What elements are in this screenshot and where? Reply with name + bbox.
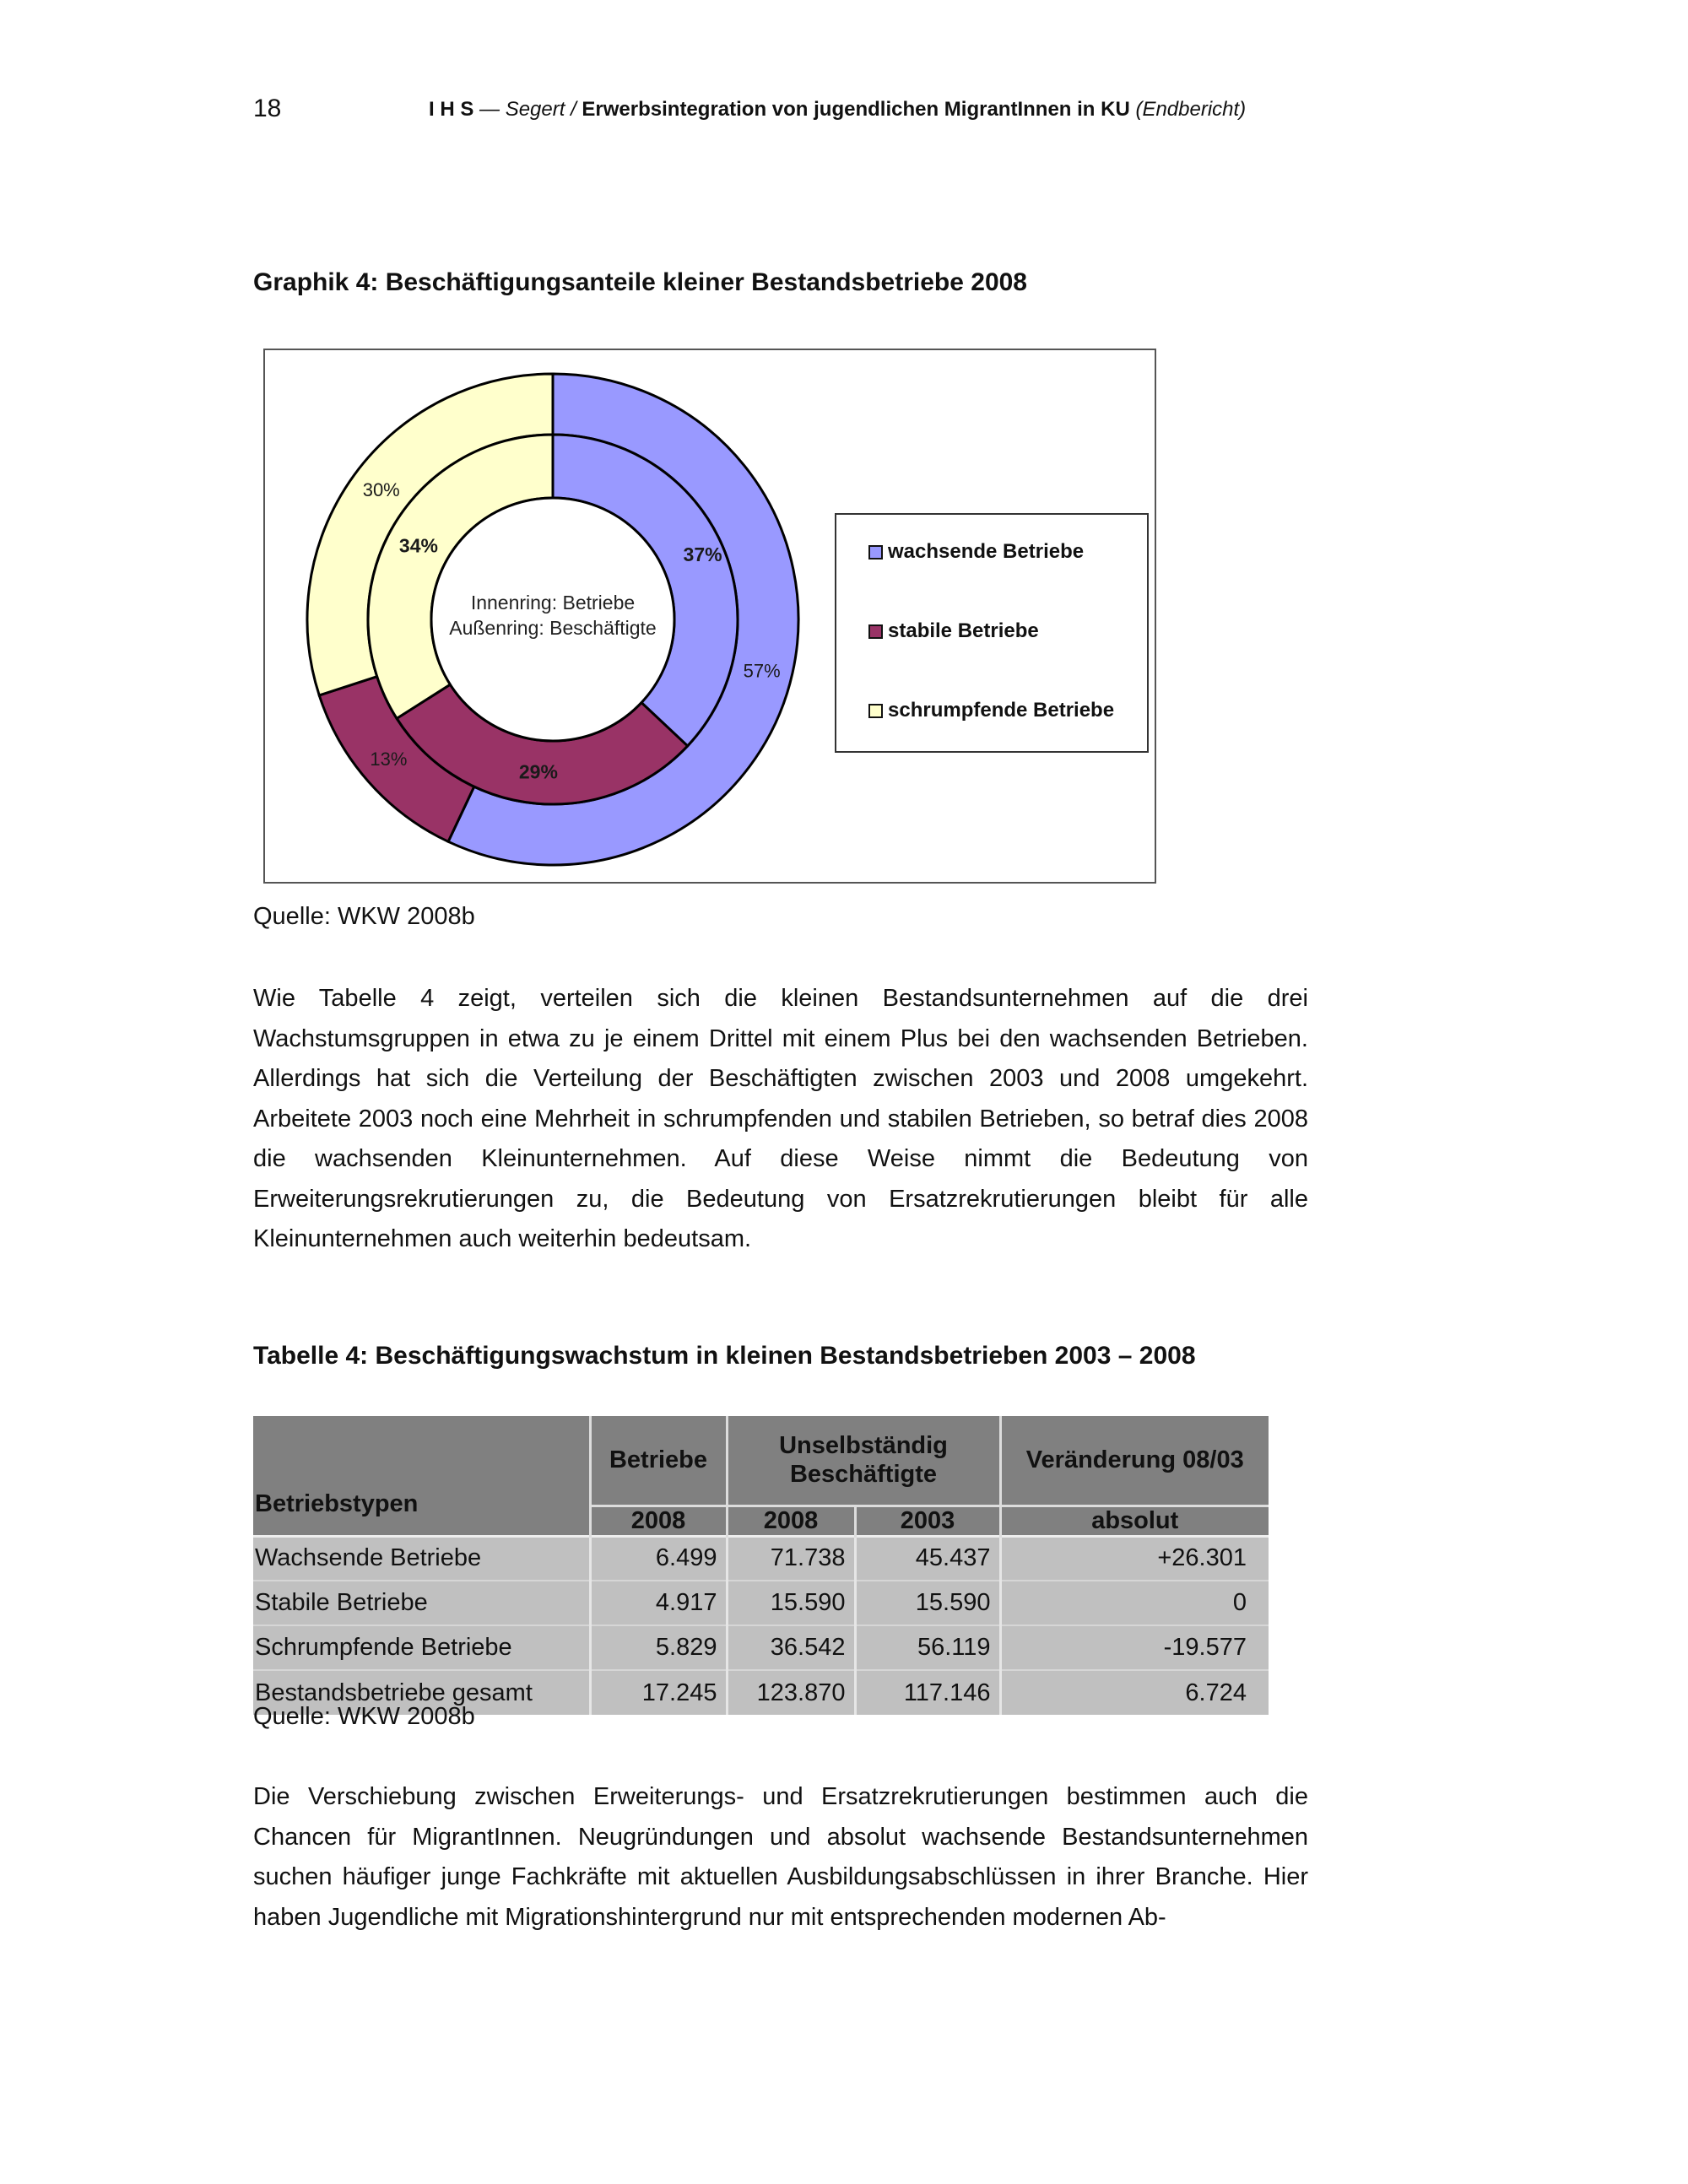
- legend-item-wachsend: [868, 540, 1084, 564]
- table-source: Quelle: WKW 2008b: [253, 1703, 475, 1730]
- legend-item-schrumpfend: [868, 699, 1114, 722]
- donut-label-outer-0: 57%: [743, 660, 781, 682]
- donut-label-outer-2: 30%: [362, 479, 400, 501]
- table-cell-absolut: +26.301: [1000, 1536, 1269, 1581]
- donut-center-text: Innenring: Betriebe: [470, 592, 636, 614]
- table-cell-betriebe-2008: 5.829: [590, 1625, 727, 1670]
- donut-label-inner-0: 37%: [683, 543, 722, 566]
- subheader-absolut: absolut: [1000, 1506, 1269, 1536]
- table-cell-betriebe-2008: 17.245: [590, 1670, 727, 1715]
- data-table: [253, 1416, 1269, 1715]
- legend-swatch-stabil: [868, 624, 883, 639]
- table-caption: Tabelle 4: Beschäftigungswachstum in kleinen Bestandsbetrieben 2003 – 2008: [253, 1342, 1196, 1370]
- table-row: [253, 1581, 1269, 1625]
- figure-caption: Graphik 4: Beschäftigungsanteile kleiner Bestandsbetriebe 2008: [253, 268, 1027, 296]
- legend-swatch-wachsend: [868, 545, 883, 560]
- header-veraenderung: Veränderung 08/03: [1000, 1416, 1269, 1506]
- table-cell-besch-2003: 45.437: [855, 1536, 1000, 1581]
- chart-legend: [835, 513, 1149, 753]
- header-betriebe: Betriebe: [590, 1416, 727, 1506]
- table-cell-besch-2008: 15.590: [727, 1581, 855, 1625]
- table-cell-besch-2003: 56.119: [855, 1625, 1000, 1670]
- table-cell-betriebe-2008: 6.499: [590, 1536, 727, 1581]
- legend-label: wachsende Betriebe: [888, 540, 1085, 563]
- table-cell-type: Stabile Betriebe: [253, 1581, 590, 1625]
- page-number: 18: [253, 95, 282, 122]
- figure-source: Quelle: WKW 2008b: [253, 903, 475, 930]
- subheader-betriebe-2008: 2008: [590, 1506, 727, 1536]
- legend-swatch-schrumpfend: [868, 704, 883, 718]
- table-cell-besch-2008: 123.870: [727, 1670, 855, 1715]
- table-cell-besch-2003: 117.146: [855, 1670, 1000, 1715]
- legend-label: stabile Betriebe: [888, 619, 1039, 642]
- header-suffix: (Endbericht): [1135, 98, 1247, 121]
- donut-label-inner-1: 29%: [518, 760, 558, 783]
- table-cell-absolut: 0: [1000, 1581, 1269, 1625]
- header-dash: —: [473, 98, 506, 121]
- donut-center-text: Außenring: Beschäftigte: [449, 617, 657, 639]
- subheader-besch-2008: 2008: [727, 1506, 855, 1536]
- legend-label: schrumpfende Betriebe: [888, 699, 1115, 722]
- table-cell-type: Bestandsbetriebe gesamt: [253, 1670, 590, 1715]
- donut-label-inner-2: 34%: [398, 534, 438, 557]
- subheader-besch-2003: 2003: [855, 1506, 1000, 1536]
- table-cell-type: Wachsende Betriebe: [253, 1536, 590, 1581]
- donut-label-outer-1: 13%: [370, 748, 408, 770]
- table-row: [253, 1625, 1269, 1670]
- table-cell-besch-2008: 36.542: [727, 1625, 855, 1670]
- table-body: [253, 1536, 1269, 1715]
- legend-item-stabil: [868, 619, 1039, 643]
- header-betriebstypen: Betriebstypen: [253, 1416, 590, 1536]
- running-header: [429, 98, 1246, 122]
- table-cell-betriebe-2008: 4.917: [590, 1581, 727, 1625]
- table-cell-besch-2003: 15.590: [855, 1581, 1000, 1625]
- header-beschaeftigte: Unselbständig Beschäftigte: [727, 1416, 1000, 1506]
- table-cell-absolut: 6.724: [1000, 1670, 1269, 1715]
- header-author: Segert /: [505, 98, 576, 121]
- table-cell-absolut: -19.577: [1000, 1625, 1269, 1670]
- table-row: [253, 1536, 1269, 1581]
- body-paragraph-2: Die Verschiebung zwischen Erweiterungs- und Ersatzrekrutierungen bestimmen auch die Chancen für MigrantInnen. Neugründungen und absolut wachsende Bestandsunternehmen suchen häufiger junge Fachkräfte mit aktuellen Ausbildungsabschlüssen in ihrer Branche. Hier haben Jugendliche mit Migrationshintergrund nur mit entsprechenden modernen Ab-: [253, 1783, 1308, 1931]
- table-cell-besch-2008: 71.738: [727, 1536, 855, 1581]
- body-paragraph-1: Wie Tabelle 4 zeigt, verteilen sich die kleinen Bestandsunternehmen auf die drei Wachstumsgruppen in etwa zu je einem Drittel mit einem Plus bei den wachsenden Betrieben. Allerdings hat sich die Verteilung der Beschäftigten zwischen 2003 und 2008 umgekehrt. Arbeitete 2003 noch eine Mehrheit in schrumpfenden und stabilen Betrieben, so betraf dies 2008 die wachsenden Kleinunternehmen. Auf diese Weise nimmt die Bedeutung von Erweiterungsrekrutierungen zu, die Bedeutung von Ersatzrekrutierungen bleibt für alle Kleinunternehmen auch weiterhin bedeutsam.: [253, 985, 1308, 1252]
- table-cell-type: Schrumpfende Betriebe: [253, 1625, 590, 1670]
- header-org: I H S: [429, 98, 474, 121]
- header-title: Erwerbsintegration von jugendlichen MigrantInnen in KU: [576, 98, 1136, 121]
